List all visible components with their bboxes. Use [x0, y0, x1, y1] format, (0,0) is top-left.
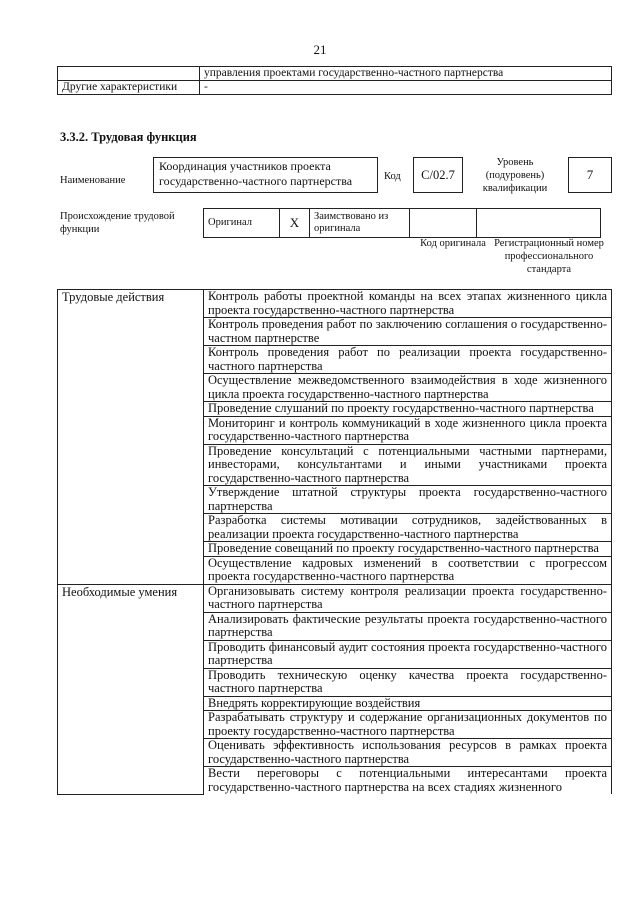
other-characteristics-value: -	[200, 81, 612, 95]
list-item: Вести переговоры с потенциальными интересантами проекта государственно-частного партнерства на всех стадиях жизненного	[204, 767, 612, 795]
list-item: Осуществление межведомственного взаимодействия в ходе жизненного цикла проекта государственно-частного партнерства	[204, 374, 612, 402]
other-characteristics-label: Другие характеристики	[58, 81, 200, 95]
list-item: Проводить финансовый аудит состояния проекта государственно-частного партнерства	[204, 640, 612, 668]
table-row	[58, 290, 612, 318]
section-heading: 3.3.2. Трудовая функция	[60, 130, 197, 144]
function-details-table	[57, 289, 612, 795]
list-item: Проведение слушаний по проекту государственно-частного партнерства	[204, 402, 612, 417]
list-item: Проведение консультаций с потенциальными частными партнерами, инвесторами, консультантами и иными участниками проекта государственно-частного партнерства	[204, 444, 612, 486]
list-item: Оценивать эффективность использования ресурсов в рамках проекта государственно-частного партнерства	[204, 739, 612, 767]
list-item: Разработка системы мотивации сотрудников, задействованных в реализации проекта государственно-частного партнерства	[204, 514, 612, 542]
original-mark: X	[280, 209, 310, 238]
section-category: Необходимые умения	[58, 584, 204, 794]
list-item: Разрабатывать структуру и содержание организационных документов по проекту государственно-частного партнерства	[204, 711, 612, 739]
function-name-box: Координация участников проекта государственно-частного партнерства	[153, 157, 378, 193]
original-label: Оригинал	[204, 209, 280, 238]
qualification-level-box: 7	[568, 157, 612, 193]
code-original-label: Код оригинала	[420, 238, 486, 249]
origin-label-text: Происхождение трудовой функции	[60, 211, 175, 235]
origin-table	[203, 208, 601, 238]
list-item: Анализировать фактические результаты проекта государственно-частного партнерства	[204, 612, 612, 640]
list-item: Проводить техническую оценку качества проекта государственно-частного партнерства	[204, 668, 612, 696]
section-category: Трудовые действия	[58, 290, 204, 585]
list-item: Контроль работы проектной команды на всех этапах жизненного цикла проекта государственно-частного партнерства	[204, 290, 612, 318]
continued-cell-left	[58, 67, 200, 81]
qualification-level-label: Уровень (подуровень) квалификации	[482, 157, 548, 194]
list-item: Контроль проведения работ по заключению соглашения о государственно-частном партнерстве	[204, 318, 612, 346]
list-item: Организовывать систему контроля реализации проекта государственно-частного партнерства	[204, 584, 612, 612]
reg-number-label: Регистрационный номер профессионального стандарта	[494, 238, 604, 275]
list-item: Утверждение штатной структуры проекта государственно-частного партнерства	[204, 486, 612, 514]
reg-number-cell	[477, 209, 601, 238]
name-label: Наименование	[60, 175, 126, 186]
origin-row	[204, 209, 601, 238]
code-label: Код	[384, 171, 401, 182]
code-original-cell	[410, 209, 477, 238]
list-item: Контроль проведения работ по реализации проекта государственно-частного партнерства	[204, 346, 612, 374]
continued-row	[58, 67, 612, 81]
continued-table	[57, 66, 612, 95]
list-item: Внедрять корректирующие воздействия	[204, 696, 612, 711]
continued-cell-right: управления проектами государственно-частного партнерства	[200, 67, 612, 81]
code-box: C/02.7	[413, 157, 463, 193]
page-number: 21	[313, 42, 327, 57]
other-characteristics-row	[58, 81, 612, 95]
list-item: Проведение совещаний по проекту государственно-частного партнерства	[204, 542, 612, 557]
borrowed-label: Заимствовано из оригинала	[310, 209, 410, 238]
list-item: Мониторинг и контроль коммуникаций в ходе жизненного цикла проекта государственно-частного партнерства	[204, 416, 612, 444]
list-item: Осуществление кадровых изменений в соответствии с прогрессом проекта государственно-частного партнерства	[204, 556, 612, 584]
table-row	[58, 584, 612, 612]
origin-label	[60, 210, 190, 236]
